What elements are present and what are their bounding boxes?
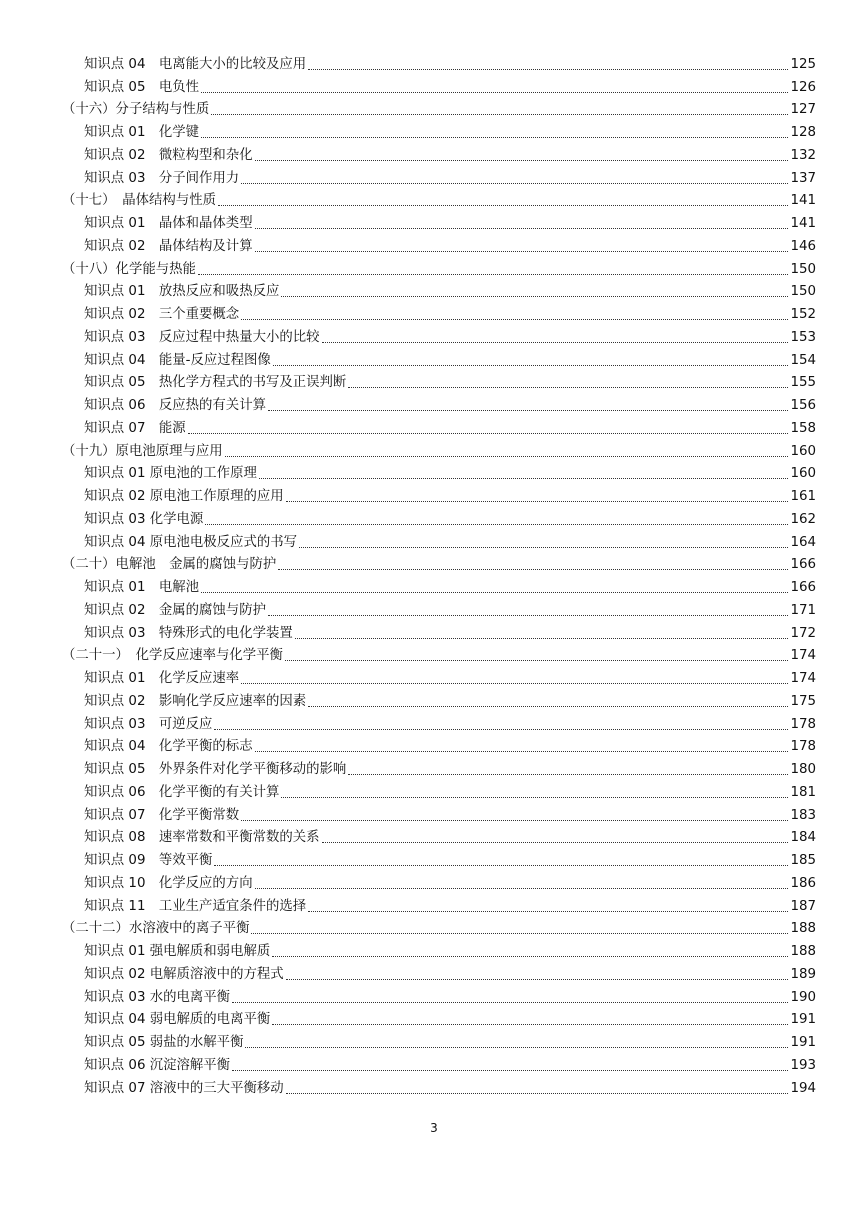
toc-entry-page: 172 <box>790 625 816 641</box>
toc-entry-page: 160 <box>790 466 816 482</box>
dot-leader <box>225 456 789 457</box>
toc-entry-title: （十九）原电池原理与应用 <box>62 443 223 459</box>
toc-entry-title: （二十）电解池 金属的腐蚀与防护 <box>62 557 277 573</box>
dot-leader <box>201 92 788 93</box>
toc-entry-page: 155 <box>790 375 816 391</box>
toc-entry-title: （十七） 晶体结构与性质 <box>62 193 216 209</box>
toc-entry-page: 161 <box>790 489 816 504</box>
toc-entry-title: （二十一） 化学反应速率与化学平衡 <box>62 648 283 664</box>
dot-leader <box>245 1047 788 1048</box>
toc-entry-title: 知识点 02 影响化学反应速率的因素 <box>84 693 307 709</box>
dot-leader <box>322 342 789 343</box>
toc-section-entry[interactable] <box>62 553 816 576</box>
toc-item-entry[interactable] <box>62 530 816 553</box>
toc-entry-page: 181 <box>790 784 816 800</box>
dot-leader <box>251 933 788 934</box>
toc-item-entry[interactable] <box>62 1008 816 1031</box>
toc-entry-title: 知识点 08 速率常数和平衡常数的关系 <box>84 830 320 846</box>
toc-entry-title: 知识点 03 特殊形式的电化学装置 <box>84 625 293 641</box>
toc-entry-page: 160 <box>790 443 816 459</box>
toc-item-entry[interactable] <box>62 280 816 303</box>
toc-item-entry[interactable] <box>62 848 816 871</box>
dot-leader <box>201 592 788 593</box>
dot-leader <box>232 1070 788 1071</box>
toc-entry-title: 知识点 09 等效平衡 <box>84 853 213 868</box>
dot-leader <box>241 820 788 821</box>
toc-entry-page: 156 <box>790 398 816 413</box>
dot-leader <box>218 205 788 206</box>
page-number: 3 <box>430 1121 438 1135</box>
toc-entry-page: 183 <box>790 807 816 823</box>
toc-entry-title: 知识点 04 化学平衡的标志 <box>84 739 253 755</box>
toc-entry-title: 知识点 02 原电池工作原理的应用 <box>84 489 284 504</box>
toc-entry-page: 141 <box>790 216 816 231</box>
toc-entry-page: 188 <box>790 921 816 937</box>
toc-section-entry[interactable] <box>62 439 816 462</box>
toc-entry-page: 187 <box>790 898 816 914</box>
toc-entry-title: 知识点 03 分子间作用力 <box>84 170 240 186</box>
toc-item-entry[interactable] <box>62 666 816 689</box>
toc-item-entry[interactable] <box>62 803 816 826</box>
toc-entry-page: 188 <box>790 944 816 959</box>
toc-entry-title: （二十二）水溶液中的离子平衡 <box>62 921 250 937</box>
toc-entry-page: 128 <box>790 125 816 140</box>
dot-leader <box>241 183 788 184</box>
toc-section-entry[interactable] <box>62 257 816 280</box>
toc-item-entry[interactable] <box>62 894 816 917</box>
dot-leader <box>268 410 788 411</box>
toc-entry-title: 知识点 04 弱电解质的电离平衡 <box>84 1012 271 1028</box>
toc-item-entry[interactable] <box>62 757 816 780</box>
toc-entry-page: 185 <box>790 853 816 868</box>
toc-entry-title: 知识点 02 电解质溶液中的方程式 <box>84 966 284 982</box>
toc-item-entry[interactable] <box>62 598 816 621</box>
toc-item-entry[interactable] <box>62 302 816 325</box>
toc-section-entry[interactable] <box>62 98 816 121</box>
toc-item-entry[interactable] <box>62 1076 816 1099</box>
toc-entry-title: 知识点 02 微粒构型和杂化 <box>84 147 253 163</box>
dot-leader <box>308 911 788 912</box>
toc-entry-page: 137 <box>790 170 816 186</box>
dot-leader <box>205 524 788 525</box>
dot-leader <box>214 729 788 730</box>
toc-entry-page: 194 <box>790 1080 816 1096</box>
dot-leader <box>255 751 789 752</box>
toc-item-entry[interactable] <box>62 393 816 416</box>
toc-item-entry[interactable] <box>62 826 816 849</box>
toc-item-entry[interactable] <box>62 962 816 985</box>
dot-leader <box>211 114 788 115</box>
dot-leader <box>268 615 788 616</box>
dot-leader <box>308 706 788 707</box>
dot-leader <box>295 638 789 639</box>
toc-entry-page: 141 <box>790 193 816 209</box>
dot-leader <box>286 979 789 980</box>
toc-entry-title: 知识点 01 电解池 <box>84 580 200 595</box>
dot-leader <box>348 774 788 775</box>
dot-leader <box>285 660 788 661</box>
toc-entry-page: 180 <box>790 762 816 777</box>
dot-leader <box>188 433 789 434</box>
toc-entry-title: 知识点 07 能源 <box>84 420 186 436</box>
dot-leader <box>255 251 789 252</box>
toc-item-entry[interactable] <box>62 621 816 644</box>
toc-entry-title: 知识点 06 反应热的有关计算 <box>84 398 266 413</box>
toc-item-entry[interactable] <box>62 575 816 598</box>
toc-item-entry[interactable] <box>62 985 816 1008</box>
toc-item-entry[interactable] <box>62 735 816 758</box>
toc-entry-title: 知识点 03 可逆反应 <box>84 716 213 732</box>
toc-section-entry[interactable] <box>62 917 816 940</box>
toc-item-entry[interactable] <box>62 325 816 348</box>
dot-leader <box>255 228 789 229</box>
toc-entry-title: 知识点 01 化学反应速率 <box>84 671 240 686</box>
toc-entry-page: 125 <box>790 56 816 72</box>
toc-entry-page: 132 <box>790 147 816 163</box>
toc-entry-title: 知识点 03 化学电源 <box>84 511 204 527</box>
toc-entry-title: 知识点 04 电离能大小的比较及应用 <box>84 56 307 72</box>
dot-leader <box>255 888 789 889</box>
dot-leader <box>286 501 789 502</box>
toc-item-entry[interactable] <box>62 143 816 166</box>
dot-leader <box>281 296 788 297</box>
toc-entry-title: 知识点 11 工业生产适宜条件的选择 <box>84 898 307 914</box>
toc-item-entry[interactable] <box>62 211 816 234</box>
toc-section-entry[interactable] <box>62 644 816 667</box>
toc-item-entry[interactable] <box>62 1053 816 1076</box>
dot-leader <box>241 319 788 320</box>
toc-item-entry[interactable] <box>62 348 816 371</box>
toc-entry-page: 146 <box>790 238 816 254</box>
toc-entry-page: 174 <box>790 671 816 686</box>
toc-entry-page: 154 <box>790 352 816 368</box>
toc-item-entry[interactable] <box>62 939 816 962</box>
dot-leader <box>273 365 789 366</box>
dot-leader <box>255 160 789 161</box>
toc-entry-title: 知识点 03 水的电离平衡 <box>84 989 231 1005</box>
toc-item-entry[interactable] <box>62 507 816 530</box>
toc-entry-page: 152 <box>790 307 816 322</box>
toc-item-entry[interactable] <box>62 120 816 143</box>
toc-entry-page: 186 <box>790 875 816 891</box>
toc-item-entry[interactable] <box>62 462 816 485</box>
toc-entry-title: 知识点 01 化学键 <box>84 125 200 140</box>
dot-leader <box>241 683 788 684</box>
toc-entry-title: 知识点 04 能量-反应过程图像 <box>84 352 271 368</box>
toc-entry-page: 193 <box>790 1057 816 1073</box>
toc-item-entry[interactable] <box>62 371 816 394</box>
dot-leader <box>201 137 788 138</box>
toc-entry-page: 126 <box>790 79 816 95</box>
toc-item-entry[interactable] <box>62 712 816 735</box>
toc-entry-page: 175 <box>790 693 816 709</box>
toc-entry-title: 知识点 02 金属的腐蚀与防护 <box>84 602 266 618</box>
toc-entry-page: 158 <box>790 420 816 436</box>
toc-item-entry[interactable] <box>62 1030 816 1053</box>
toc-entry-title: 知识点 05 弱盐的水解平衡 <box>84 1035 244 1050</box>
dot-leader <box>348 387 788 388</box>
toc-item-entry[interactable] <box>62 75 816 98</box>
dot-leader <box>322 842 789 843</box>
toc-entry-page: 174 <box>790 648 816 664</box>
toc-entry-title: 知识点 05 外界条件对化学平衡移动的影响 <box>84 762 347 777</box>
toc-item-entry[interactable] <box>62 689 816 712</box>
toc-entry-title: 知识点 06 化学平衡的有关计算 <box>84 784 280 800</box>
toc-item-entry[interactable] <box>62 416 816 439</box>
toc-entry-title: 知识点 07 化学平衡常数 <box>84 807 240 823</box>
toc-entry-title: 知识点 10 化学反应的方向 <box>84 875 253 891</box>
toc-entry-page: 191 <box>790 1012 816 1028</box>
dot-leader <box>214 865 788 866</box>
toc-entry-title: 知识点 02 晶体结构及计算 <box>84 238 253 254</box>
dot-leader <box>198 274 789 275</box>
toc-entry-page: 127 <box>790 102 816 118</box>
toc-entry-title: 知识点 07 溶液中的三大平衡移动 <box>84 1080 284 1096</box>
toc-entry-page: 190 <box>790 989 816 1005</box>
dot-leader <box>272 1024 788 1025</box>
dot-leader <box>272 956 788 957</box>
toc-entry-title: 知识点 01 原电池的工作原理 <box>84 466 257 482</box>
toc-entry-title: 知识点 04 原电池电极反应式的书写 <box>84 534 298 550</box>
toc-item-entry[interactable] <box>62 234 816 257</box>
toc-entry-title: 知识点 05 热化学方程式的书写及正误判断 <box>84 375 347 391</box>
toc-entry-page: 150 <box>790 261 816 277</box>
toc-entry-page: 153 <box>790 329 816 345</box>
toc-entry-page: 166 <box>790 557 816 573</box>
toc-entry-page: 166 <box>790 580 816 595</box>
toc-entry-page: 178 <box>790 739 816 755</box>
toc-entry-title: 知识点 01 强电解质和弱电解质 <box>84 944 271 959</box>
toc-entry-title: 知识点 01 晶体和晶体类型 <box>84 216 253 231</box>
toc-item-entry[interactable] <box>62 52 816 75</box>
table-of-contents <box>62 52 816 1099</box>
toc-entry-page: 189 <box>790 966 816 982</box>
dot-leader <box>308 69 788 70</box>
toc-entry-title: 知识点 05 电负性 <box>84 79 200 95</box>
dot-leader <box>281 797 788 798</box>
toc-section-entry[interactable] <box>62 189 816 212</box>
toc-entry-title: （十六）分子结构与性质 <box>62 102 210 118</box>
toc-entry-page: 150 <box>790 284 816 300</box>
toc-entry-page: 171 <box>790 602 816 618</box>
toc-item-entry[interactable] <box>62 780 816 803</box>
toc-item-entry[interactable] <box>62 484 816 507</box>
toc-entry-page: 191 <box>790 1035 816 1050</box>
toc-item-entry[interactable] <box>62 871 816 894</box>
dot-leader <box>259 478 789 479</box>
dot-leader <box>278 569 788 570</box>
toc-entry-title: 知识点 06 沉淀溶解平衡 <box>84 1057 231 1073</box>
toc-entry-title: 知识点 03 反应过程中热量大小的比较 <box>84 329 320 345</box>
dot-leader <box>299 547 788 548</box>
toc-entry-page: 178 <box>790 716 816 732</box>
toc-entry-page: 164 <box>790 534 816 550</box>
dot-leader <box>286 1093 789 1094</box>
toc-entry-title: 知识点 02 三个重要概念 <box>84 307 240 322</box>
toc-entry-title: （十八）化学能与热能 <box>62 261 196 277</box>
toc-entry-page: 184 <box>790 830 816 846</box>
toc-item-entry[interactable] <box>62 166 816 189</box>
dot-leader <box>232 1002 788 1003</box>
toc-entry-title: 知识点 01 放热反应和吸热反应 <box>84 284 280 300</box>
toc-entry-page: 162 <box>790 511 816 527</box>
